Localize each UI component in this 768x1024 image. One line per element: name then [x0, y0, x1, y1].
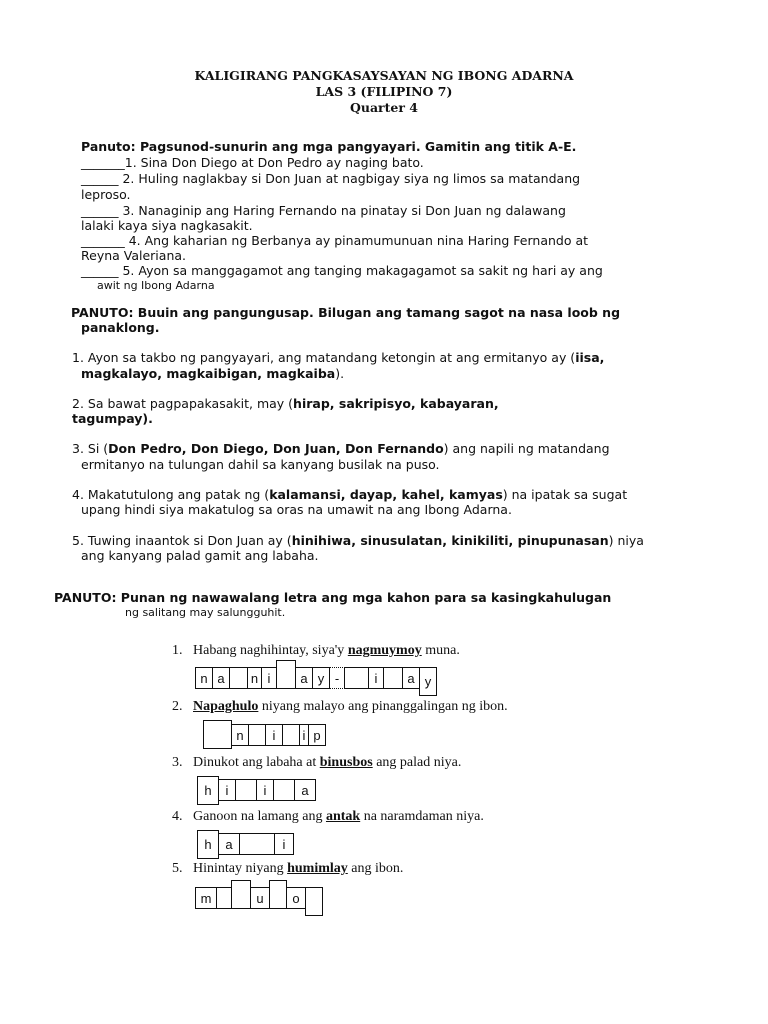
item-text: 5. Ayon sa manggagamot ang tanging makagagamot sa sakit ng hari ay ang [118, 263, 603, 278]
answer-blank[interactable]: _______ [81, 155, 125, 170]
letter-box[interactable] [248, 724, 266, 746]
part1-item-4-cont: Reyna Valeriana. [81, 248, 186, 263]
part2-item-5-cont: ang kanyang palad gamit ang labaha. [81, 548, 319, 563]
answer-blank[interactable]: _______ [81, 233, 125, 248]
letter-box[interactable]: n [231, 724, 249, 746]
answer-blank[interactable]: ______ [81, 263, 119, 278]
letter-box[interactable]: a [212, 667, 230, 689]
letter-box[interactable] [239, 833, 275, 855]
part1-item-5 [81, 263, 603, 279]
letter-box[interactable] [383, 667, 403, 689]
item-text: 1. Sina Don Diego at Don Pedro ay naging bato. [124, 155, 424, 170]
part2-item-2: 2. Sa bawat pagpapakasakit, may (hirap, sakripisyo, kabayaran, [72, 396, 499, 411]
part1-item-3 [81, 203, 566, 219]
part1-instruction: Panuto: Pagsunod-sunurin ang mga pangyayari. Gamitin ang titik A-E. [81, 139, 577, 154]
letter-box[interactable]: i [299, 724, 309, 746]
letter-box[interactable]: i [265, 724, 283, 746]
letter-box[interactable]: y [312, 667, 330, 689]
document-title: KALIGIRANG PANGKASAYSAYAN NG IBONG ADARNA [194, 68, 574, 83]
letter-box[interactable]: o [286, 887, 306, 909]
part2-item-3-cont: ermitanyo na tulungan dahil sa kanyang busilak na puso. [81, 457, 440, 472]
part2-item-1: 1. Ayon sa takbo ng pangyayari, ang matandang ketongin at ang ermitanyo ay (iisa, [72, 350, 605, 365]
choices[interactable]: magkalayo, magkaibigan, magkaiba [81, 366, 336, 381]
letter-box[interactable] [229, 667, 248, 689]
letter-box[interactable]: a [294, 779, 316, 801]
letter-box[interactable]: i [368, 667, 384, 689]
letter-box[interactable]: n [247, 667, 262, 689]
item-text: 4. Ang kaharian ng Berbanya ay pinamumunuan nina Haring Fernando at [124, 233, 589, 248]
letter-boxes-3 [197, 779, 315, 805]
underlined-word: humimlay [287, 861, 348, 876]
part2-item-2-cont[interactable]: tagumpay). [72, 411, 153, 426]
part1-item-4 [81, 233, 588, 249]
part2-item-4: 4. Makatutulong ang patak ng (kalamansi, dayap, kahel, kamyas) na ipatak sa sugat [72, 487, 628, 502]
item-text: 3. Nanaginip ang Haring Fernando na pinatay si Don Juan ng dalawang [118, 203, 566, 218]
answer-blank[interactable]: ______ [81, 203, 119, 218]
letter-box[interactable] [216, 887, 232, 909]
letter-boxes-5 [195, 887, 322, 916]
part1-item-5-cont: awit ng Ibong Adarna [97, 279, 215, 292]
letter-box[interactable]: a [402, 667, 420, 689]
letter-box[interactable] [203, 720, 232, 749]
letter-box[interactable]: i [274, 833, 294, 855]
underlined-word: antak [325, 809, 361, 824]
letter-box[interactable] [273, 779, 295, 801]
choices[interactable]: iisa, [575, 350, 605, 365]
letter-box[interactable]: u [250, 887, 270, 909]
letter-box[interactable]: n [195, 667, 213, 689]
part2-item-4-cont: upang hindi siya makatulog sa oras na umawit na ang Ibong Adarna. [81, 502, 512, 517]
choices[interactable]: hirap, sakripisyo, kabayaran, [293, 396, 499, 411]
part3-item-5: 5. Hinintay niyang humimlay ang ibon. [172, 861, 404, 876]
part2-item-1-cont: magkalayo, magkaibigan, magkaiba). [81, 366, 345, 381]
part3-item-3: 3. Dinukot ang labaha at binusbos ang palad niya. [172, 755, 462, 770]
part1-item-1 [81, 155, 424, 171]
letter-boxes-1 [195, 667, 436, 696]
underlined-word: nagmuymoy [347, 643, 422, 658]
part2-instruction-cont: panaklong. [81, 320, 160, 335]
part3-item-4: 4. Ganoon na lamang ang antak na naramdaman niya. [172, 809, 484, 824]
letter-box[interactable]: i [218, 779, 236, 801]
choices[interactable]: kalamansi, dayap, kahel, kamyas [269, 487, 503, 502]
part1-item-2 [81, 171, 580, 187]
letter-box[interactable]: a [218, 833, 240, 855]
choices[interactable]: Don Pedro, Don Diego, Don Juan, Don Fernando [108, 441, 444, 456]
answer-blank[interactable]: ______ [81, 171, 119, 186]
letter-boxes-2 [203, 724, 325, 749]
letter-box[interactable] [269, 880, 287, 909]
item-text: 2. Huling naglakbay si Don Juan at nagbigay siya ng limos sa matandang [118, 171, 581, 186]
part2-item-3: 3. Si (Don Pedro, Don Diego, Don Juan, Don Fernando) ang napili ng matandang [72, 441, 610, 456]
letter-box[interactable]: p [308, 724, 326, 746]
part3-instruction: PANUTO: Punan ng nawawalang letra ang mga kahon para sa kasingkahulugan [54, 590, 612, 605]
letter-box[interactable]: a [295, 667, 313, 689]
underlined-word: Napaghulo [193, 699, 259, 714]
letter-boxes-4 [197, 833, 293, 859]
letter-box[interactable] [231, 880, 251, 909]
letter-box[interactable] [344, 667, 369, 689]
letter-box[interactable]: y [419, 667, 437, 696]
part3-item-1: 1. Habang naghihintay, siya'y nagmuymoy muna. [172, 643, 460, 658]
part2-item-5: 5. Tuwing inaantok si Don Juan ay (hinihiwa, sinusulatan, kinikiliti, pinupunasan) niya [72, 533, 644, 548]
part1-item-3-cont: lalaki kaya siya nagkasakit. [81, 218, 253, 233]
letter-box[interactable]: h [197, 776, 219, 805]
letter-box[interactable]: - [329, 667, 345, 689]
quarter-label: Quarter 4 [349, 100, 419, 115]
letter-box[interactable]: h [197, 830, 219, 859]
part1-item-2-cont: leproso. [81, 187, 131, 202]
letter-box[interactable] [276, 660, 296, 689]
letter-box[interactable] [235, 779, 257, 801]
part3-item-2: 2. Napaghulo niyang malayo ang pinanggalingan ng ibon. [172, 699, 508, 714]
choices[interactable]: hinihiwa, sinusulatan, kinikiliti, pinupunasan [291, 533, 609, 548]
letter-box[interactable]: m [195, 887, 217, 909]
letter-box[interactable]: i [256, 779, 274, 801]
letter-box[interactable] [305, 887, 323, 916]
underlined-word: binusbos [319, 755, 373, 770]
part3-instruction-cont: ng salitang may salungguhit. [125, 606, 286, 619]
letter-box[interactable]: i [261, 667, 277, 689]
part2-instruction: PANUTO: Buuin ang pangungusap. Bilugan ang tamang sagot na nasa loob ng [71, 305, 621, 320]
letter-box[interactable] [282, 724, 300, 746]
document-subtitle: LAS 3 (FILIPINO 7) [315, 84, 453, 99]
